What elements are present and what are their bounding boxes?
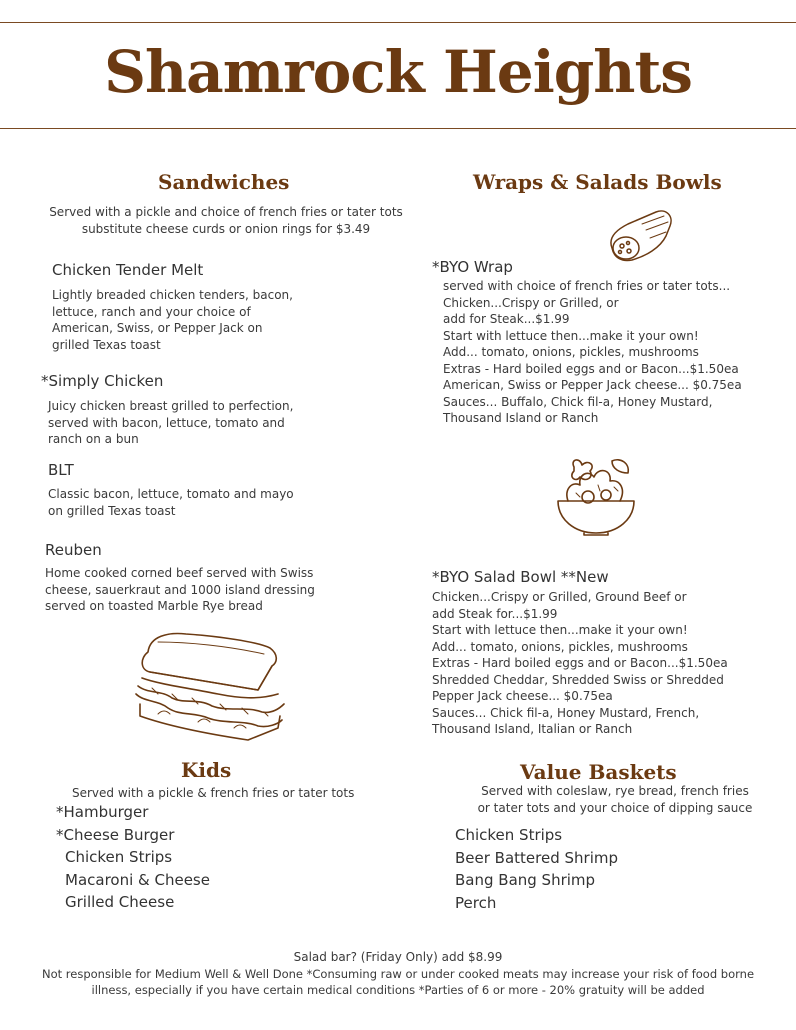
list-item: Macaroni & Cheese	[65, 870, 210, 889]
kids-intro: Served with a pickle & french fries or tater tots	[72, 786, 355, 800]
desc-line: Pepper Jack cheese... $0.75ea	[432, 689, 613, 703]
item-description	[48, 486, 294, 519]
desc-line: Sauces... Chick fil-a, Honey Mustard, French,	[432, 705, 700, 720]
item-description	[443, 278, 742, 427]
top-rule	[0, 22, 796, 23]
item-description	[45, 565, 315, 615]
list-item: Chicken Strips	[455, 826, 563, 844]
desc-line: ranch on a bun	[48, 432, 139, 446]
footer-line: Not responsible for Medium Well & Well Done *Consuming raw or under cooked meats may increase your risk of food borne	[41, 966, 755, 981]
desc-line: Thousand Island or Ranch	[443, 411, 599, 425]
kids-list	[56, 801, 210, 914]
list-item: Bang Bang Shrimp	[455, 871, 596, 889]
item-name: BLT	[48, 461, 74, 479]
desc-line: grilled Texas toast	[52, 337, 161, 352]
sandwiches-intro	[40, 204, 412, 237]
item-name: Reuben	[45, 541, 102, 559]
desc-line: Lightly breaded chicken tenders, bacon,	[52, 288, 293, 302]
list-item: Perch	[455, 893, 497, 912]
desc-line: cheese, sauerkraut and 1000 island dressing	[45, 582, 315, 597]
sandwiches-heading: Sandwiches	[158, 170, 290, 194]
desc-line: served with bacon, lettuce, tomato and	[48, 415, 285, 430]
desc-line: add for Steak...$1.99	[443, 312, 570, 326]
desc-line: served with choice of french fries or tater tots...	[443, 279, 731, 293]
sandwiches-intro-line: Served with a pickle and choice of french fries or tater tots	[49, 205, 403, 219]
item-description	[52, 287, 293, 353]
value-intro-line: or tater tots and your choice of dipping sauce	[477, 800, 753, 815]
desc-line: Start with lettuce then...make it your own!	[432, 623, 688, 637]
desc-line: served on toasted Marble Rye bread	[45, 599, 263, 613]
sandwich-icon	[128, 628, 288, 746]
desc-line: Thousand Island, Italian or Ranch	[432, 722, 633, 736]
desc-line: Add... tomato, onions, pickles, mushrooms	[432, 639, 688, 654]
sandwiches-intro-line: substitute cheese curds or onion rings for $3.49	[81, 221, 371, 236]
desc-line: Juicy chicken breast grilled to perfection,	[48, 399, 294, 413]
desc-line: on grilled Texas toast	[48, 503, 176, 518]
footer-notes	[0, 949, 796, 999]
desc-line: Chicken...Crispy or Grilled, or	[443, 295, 619, 310]
desc-line: Add... tomato, onions, pickles, mushrooms	[443, 345, 699, 359]
burrito-wrap-icon	[606, 208, 676, 264]
item-name: Chicken Tender Melt	[52, 261, 204, 279]
desc-line: Classic bacon, lettuce, tomato and mayo	[48, 487, 294, 501]
page-title: Shamrock Heights	[104, 38, 692, 106]
item-description	[432, 589, 728, 738]
list-item: *Cheese Burger	[56, 825, 175, 844]
item-name: *BYO Wrap	[432, 258, 513, 276]
item-description	[48, 398, 293, 448]
desc-line: American, Swiss or Pepper Jack cheese... $0.75ea	[443, 378, 742, 392]
list-item: Chicken Strips	[65, 848, 173, 866]
list-item: Beer Battered Shrimp	[455, 848, 619, 867]
header-rule	[0, 128, 796, 129]
desc-line: Home cooked corned beef served with Swiss	[45, 566, 314, 580]
wraps-heading: Wraps & Salads Bowls	[473, 170, 722, 194]
footer-line: illness, especially if you have certain medical conditions *Parties of 6 or more - 20% gratuity will be added	[91, 983, 705, 997]
value-intro	[440, 783, 790, 816]
kids-heading: Kids	[181, 758, 232, 782]
value-heading: Value Baskets	[520, 760, 677, 784]
desc-line: Extras - Hard boiled eggs and or Bacon...$1.50ea	[443, 361, 739, 376]
desc-line: Chicken...Crispy or Grilled, Ground Beef or	[432, 590, 687, 604]
desc-line: Extras - Hard boiled eggs and or Bacon...$1.50ea	[432, 656, 728, 670]
value-intro-line: Served with coleslaw, rye bread, french fries	[481, 784, 749, 798]
desc-line: lettuce, ranch and your choice of	[52, 304, 251, 319]
item-name: *Simply Chicken	[41, 372, 164, 390]
list-item: Grilled Cheese	[65, 893, 175, 911]
desc-line: Start with lettuce then...make it your own!	[443, 328, 699, 343]
list-item: *Hamburger	[56, 803, 149, 821]
desc-line: Shredded Cheddar, Shredded Swiss or Shredded	[432, 672, 724, 687]
desc-line: add Steak for...$1.99	[432, 606, 558, 621]
desc-line: Sauces... Buffalo, Chick fil-a, Honey Mustard,	[443, 394, 713, 409]
item-name: *BYO Salad Bowl **New	[432, 568, 609, 586]
value-list	[455, 824, 618, 914]
desc-line: American, Swiss, or Pepper Jack on	[52, 321, 263, 335]
footer-line: Salad bar? (Friday Only) add $8.99	[293, 950, 503, 964]
salad-bowl-icon	[554, 455, 638, 537]
